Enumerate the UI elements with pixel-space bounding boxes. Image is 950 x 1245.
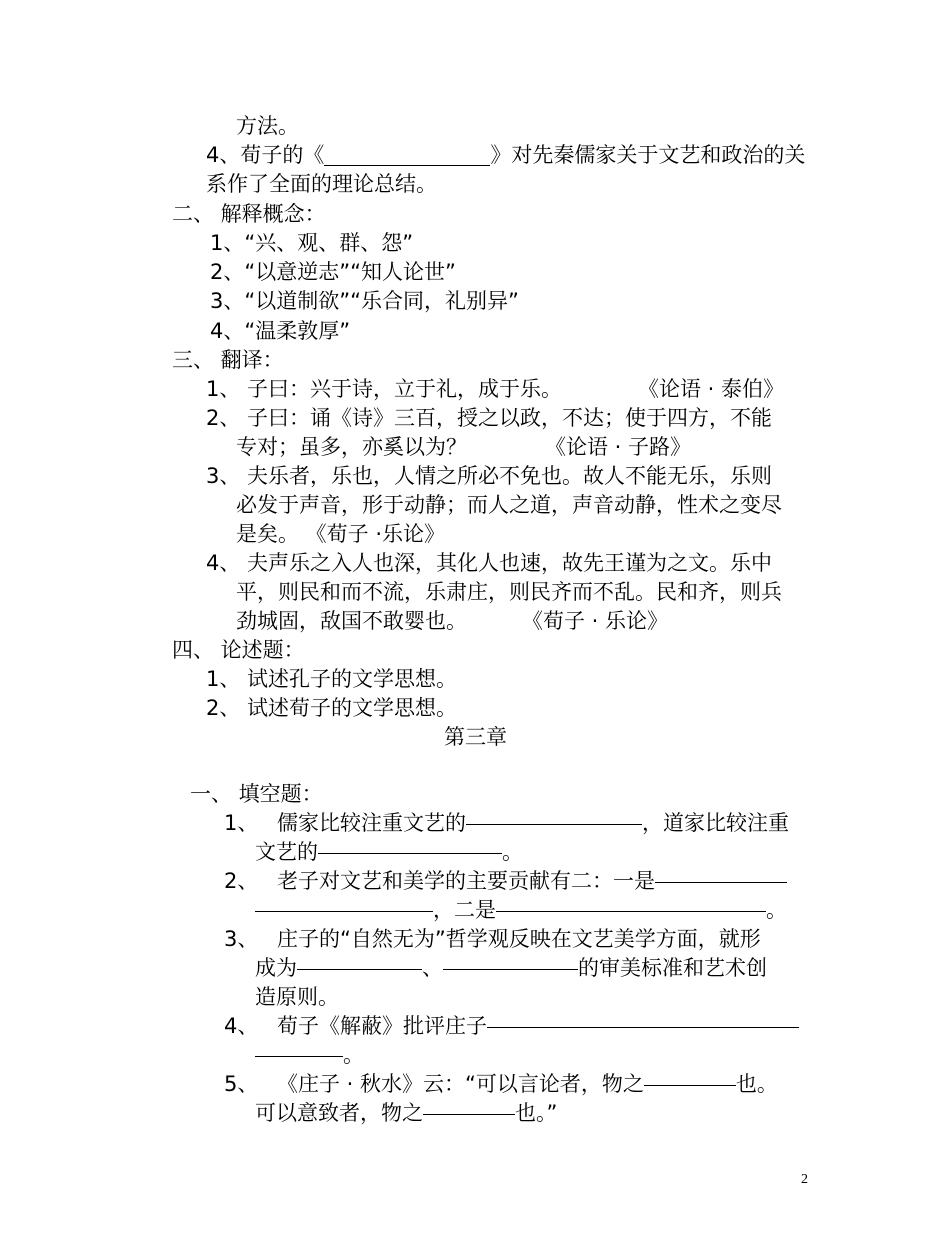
ch3-q1-line-1	[277, 809, 789, 838]
concept-item-3: 3、“以道制欲”“乐合同，礼别异”	[210, 289, 519, 313]
ch3-q4-text-a: 荀子《解蔽》批评庄子	[277, 1014, 487, 1038]
ch3-q2-line-2	[255, 896, 787, 925]
ch3-q5-text-a: 《庄子 · 秋水》云：“可以言论者，物之	[277, 1072, 644, 1096]
fill-blank	[318, 853, 502, 854]
chapter-heading: 第三章	[444, 725, 507, 749]
ch3-q1-text-c: 文艺的	[255, 840, 318, 864]
continuation-text: 方法。	[236, 114, 299, 138]
concept-item-1: 1、“兴、观、群、怨”	[210, 231, 414, 255]
ch3-q2-text-a: 老子对文艺和美学的主要贡献有二：一是	[277, 869, 655, 893]
ch3-q4-line-2	[255, 1041, 364, 1070]
fill-blank	[255, 1056, 343, 1057]
fill-item-4-post: 》对先秦儒家关于文艺和政治的关	[490, 143, 806, 167]
translate-item-2-source: 《论语 · 子路》	[545, 435, 692, 459]
ch3-q3-line-1: 庄子的“自然无为”哲学观反映在文艺美学方面，就形	[277, 927, 761, 951]
translate-item-2-line-2: 专对；虽多，亦奚以为？	[236, 435, 467, 459]
ch3-q2-number: 2、	[224, 869, 259, 893]
ch3-q1-line-2	[255, 838, 523, 867]
ch3-q1-text-b: ，道家比较注重	[642, 811, 789, 835]
ch3-q3-text-d: 的审美标准和艺术创	[578, 956, 767, 980]
ch3-q5-line-2	[255, 1099, 557, 1128]
ch3-q4-text-b: 。	[343, 1043, 364, 1067]
fill-item-4	[206, 141, 805, 170]
ch3-q2-line-1	[277, 867, 787, 896]
ch3-q4-line-1	[277, 1012, 799, 1041]
ch3-q1-number: 1、	[224, 811, 259, 835]
translate-item-3-line-1: 3、 夫乐者，乐也，人情之所必不免也。故人不能无乐，乐则	[206, 464, 773, 488]
ch3-q5-text-b: 也。	[735, 1072, 778, 1096]
ch3-q3-number: 3、	[224, 927, 259, 951]
ch3-q4-number: 4、	[224, 1014, 259, 1038]
translate-item-1-source: 《论语 · 泰伯》	[638, 377, 785, 401]
translate-item-4-source: 《荀子 · 乐论》	[522, 609, 669, 633]
concept-item-2: 2、“以意逆志”“知人论世”	[210, 260, 456, 284]
section-4-title: 四、 论述题：	[172, 638, 305, 662]
translate-item-4-line-3: 劲城固，敌国不敢婴也。	[236, 609, 467, 633]
translate-item-1: 1、 子曰：兴于诗，立于礼，成于乐。	[206, 377, 563, 401]
translate-item-3-line-2: 必发于声音，形于动静；而人之道，声音动静，性术之变尽	[236, 493, 782, 517]
essay-item-1: 1、 试述孔子的文学思想。	[206, 667, 458, 691]
ch3-section-title: 一、 填空题：	[190, 782, 323, 806]
fill-blank	[466, 824, 642, 825]
translate-item-4-line-2: 平，则民和而不流，乐肃庄，则民齐而不乱。民和齐，则兵	[236, 580, 782, 604]
fill-blank	[443, 969, 578, 970]
ch3-q5-line-1	[277, 1070, 778, 1099]
fill-item-4-cont: 系作了全面的理论总结。	[206, 172, 437, 196]
fill-blank	[324, 145, 490, 166]
ch3-q5-text-d: 也。”	[515, 1101, 558, 1125]
ch3-q3-line-2	[255, 954, 767, 983]
ch3-q2-text-b: ，二是	[433, 898, 496, 922]
concept-item-4: 4、“温柔敦厚”	[210, 319, 351, 343]
essay-item-2: 2、 试述荀子的文学思想。	[206, 696, 458, 720]
ch3-q3-text-c: 、	[422, 956, 443, 980]
translate-item-3-line-3: 是矣。 《荀子 ·乐论》	[236, 522, 446, 546]
ch3-q1-text-a: 儒家比较注重文艺的	[277, 811, 466, 835]
ch3-q5-number: 5、	[224, 1072, 259, 1096]
section-2-title: 二、 解释概念：	[172, 202, 326, 226]
fill-blank	[297, 969, 422, 970]
fill-blank	[644, 1085, 736, 1086]
fill-blank	[496, 911, 766, 912]
ch3-q3-text-b: 成为	[255, 956, 297, 980]
ch3-q2-text-c: 。	[766, 898, 787, 922]
section-3-title: 三、 翻译：	[172, 348, 284, 372]
fill-blank	[255, 911, 433, 912]
translate-item-2-line-1: 2、 子曰：诵《诗》三百，授之以政，不达；使于四方，不能	[206, 406, 773, 430]
ch3-q3-line-3: 造原则。	[255, 985, 339, 1009]
translate-item-4-line-1: 4、 夫声乐之入人也深，其化人也速，故先王谨为之文。乐中	[206, 551, 773, 575]
fill-blank	[655, 882, 787, 883]
fill-blank	[487, 1027, 799, 1028]
ch3-q1-text-d: 。	[502, 840, 523, 864]
page-number: 2	[801, 1172, 808, 1187]
ch3-q5-text-c: 可以意致者，物之	[255, 1101, 423, 1125]
fill-blank	[423, 1114, 515, 1115]
fill-item-4-pre: 4、荀子的《	[206, 143, 325, 167]
